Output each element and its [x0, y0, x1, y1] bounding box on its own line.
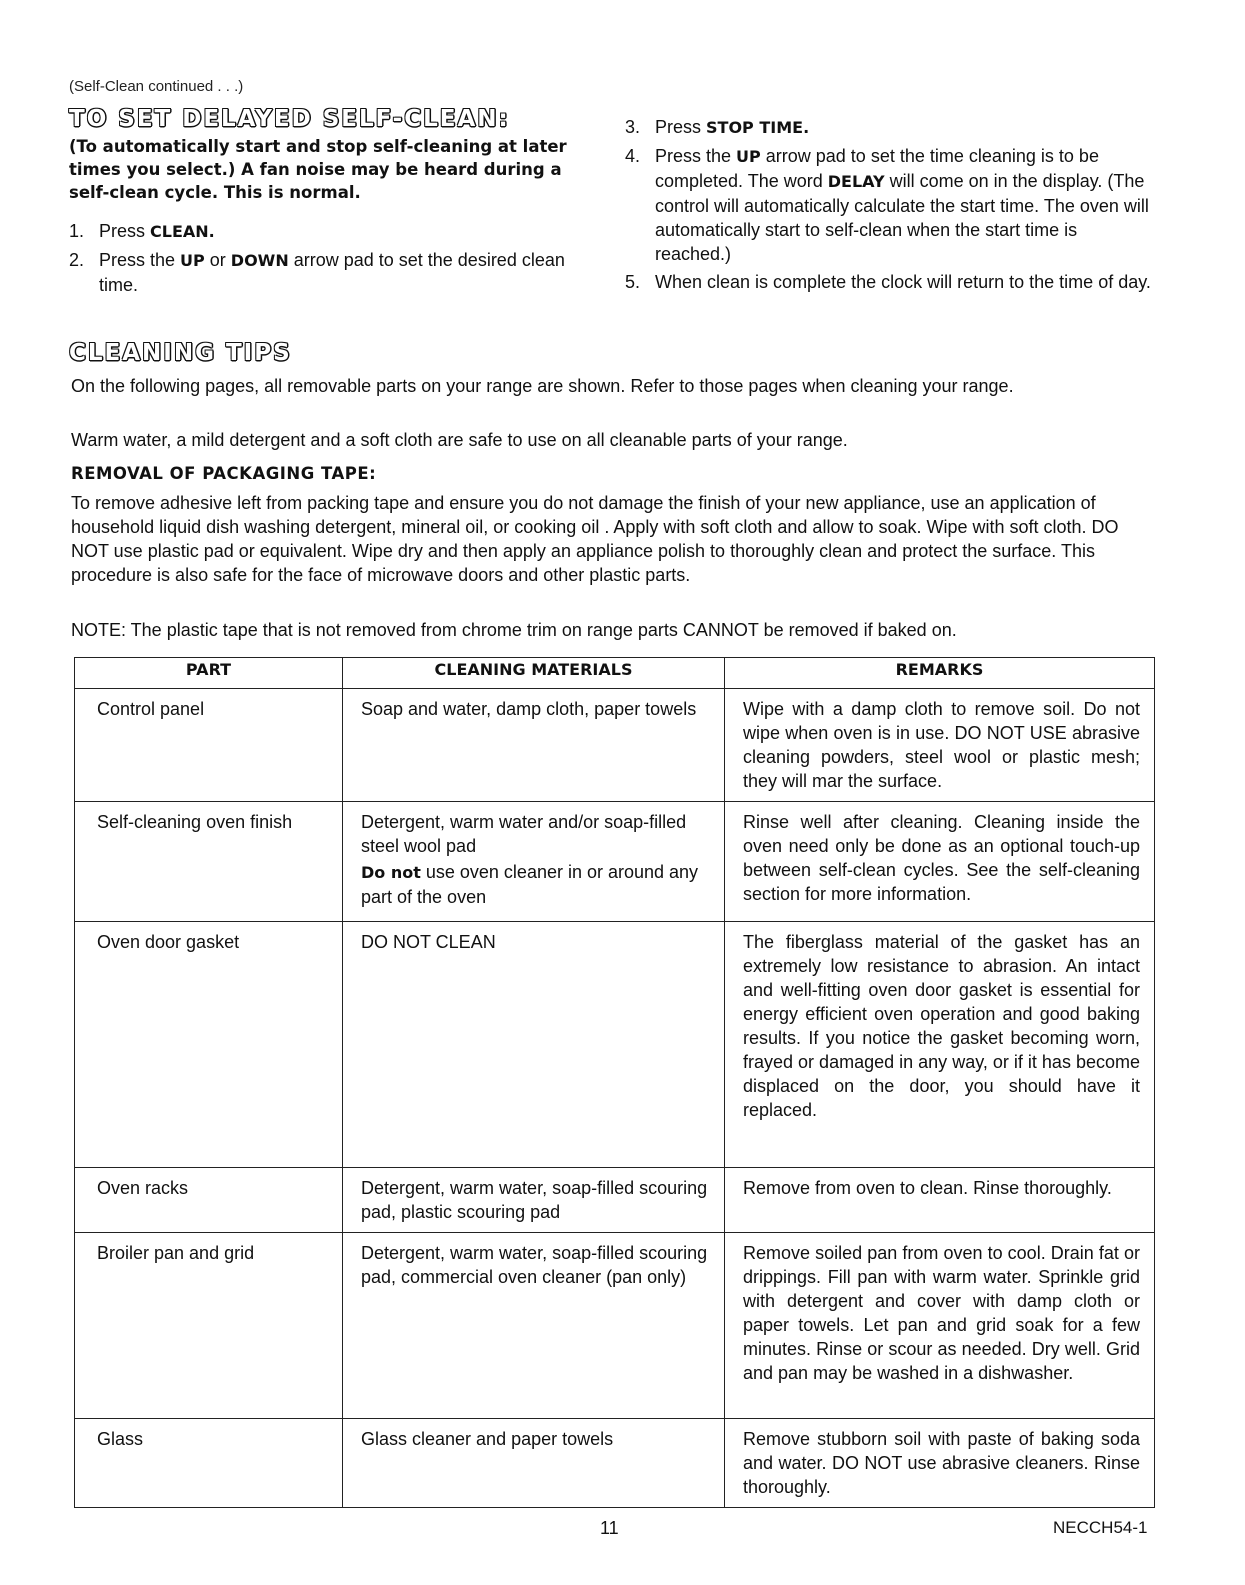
cell-remarks: Remove soiled pan from oven to cool. Drain fat or drippings. Fill pan with warm water. Sprinkle grid with detergent and cover with damp cloth or paper towels. Let pan and grid soak for a few minutes. Rinse or scour as needed. Dry well. Grid and pan may be washed in a dishwasher.	[725, 1233, 1155, 1419]
step-3	[625, 115, 1153, 140]
delayed-self-clean-title: TO SET DELAYED SELF-CLEAN:	[69, 106, 510, 132]
step-text: Press the	[99, 250, 181, 270]
step-text: Press the	[655, 146, 737, 166]
cell-part: Oven door gasket	[75, 922, 343, 1168]
table-row	[75, 1168, 1155, 1233]
cell-part: Glass	[75, 1419, 343, 1508]
cell-remarks: The fiberglass material of the gasket has an extremely low resistance to abrasion. An intact and well-fitting oven door gasket is essential for energy efficient oven operation and good baking results. If you notice the gasket becoming worn, frayed or damaged in any way, or if it has become displaced on the door, you should have it replaced.	[725, 922, 1155, 1168]
step-number: 2.	[69, 250, 85, 270]
page-number: 11	[600, 1518, 619, 1538]
step-1	[69, 219, 599, 244]
do-not-label: Do not	[361, 863, 421, 882]
cell-part: Self-cleaning oven finish	[75, 802, 343, 922]
step-text: Press	[655, 117, 707, 137]
cell-remarks: Remove from oven to clean. Rinse thoroughly.	[725, 1168, 1155, 1233]
cell-materials	[343, 802, 725, 922]
cell-part: Oven racks	[75, 1168, 343, 1233]
cell-materials: Detergent, warm water, soap-filled scouring pad, commercial oven cleaner (pan only)	[343, 1233, 725, 1419]
cleaning-table	[74, 657, 1155, 1508]
steps-left	[69, 219, 599, 301]
table-row	[75, 689, 1155, 802]
note-paragraph: NOTE: The plastic tape that is not removed from chrome trim on range parts CANNOT be removed if baked on.	[71, 620, 957, 640]
cell-materials: Glass cleaner and paper towels	[343, 1419, 725, 1508]
cell-remarks: Rinse well after cleaning. Cleaning inside the oven need only be done as an optional touch-up between self-clean cycles. See the self-cleaning section for more information.	[725, 802, 1155, 922]
cell-remarks: Wipe with a damp cloth to remove soil. Do not wipe when oven is in use. DO NOT USE abrasive cleaning powders, steel wool or plastic mesh; they will mar the surface.	[725, 689, 1155, 802]
step-text: When clean is complete the clock will return to the time of day.	[655, 272, 1151, 292]
tips-paragraph-1: On the following pages, all removable parts on your range are shown. Refer to those pages when cleaning your range.	[71, 376, 1014, 396]
column-header-remarks: REMARKS	[725, 658, 1155, 689]
keyword-up: UP	[180, 251, 205, 270]
materials-text: Detergent, warm water and/or soap-filled steel wool pad	[361, 812, 687, 856]
materials-warning	[361, 860, 710, 909]
cell-materials: Detergent, warm water, soap-filled scouring pad, plastic scouring pad	[343, 1168, 725, 1233]
removal-subheading: REMOVAL OF PACKAGING TAPE:	[71, 464, 377, 483]
table-row	[75, 1233, 1155, 1419]
step-5	[625, 270, 1153, 294]
continued-label: (Self-Clean continued . . .)	[69, 78, 244, 95]
cell-part: Broiler pan and grid	[75, 1233, 343, 1419]
step-4	[625, 144, 1153, 266]
delayed-intro: (To automatically start and stop self-cleaning at later times you select.) A fan noise may be heard during a self-clean cycle. This is normal.	[69, 137, 567, 202]
document-id: NECCH54-1	[1053, 1518, 1148, 1537]
step-number: 5.	[625, 272, 641, 292]
step-text: will come on in the display. (The control will automatically calculate the start time. The oven will automatically start to self-clean when the start time is reached.)	[655, 171, 1149, 264]
tips-paragraph-2: Warm water, a mild detergent and a soft cloth are safe to use on all cleanable parts of your range.	[71, 430, 848, 450]
cell-remarks: Remove stubborn soil with paste of baking soda and water. DO NOT use abrasive cleaners. Rinse thoroughly.	[725, 1419, 1155, 1508]
column-header-part: PART	[75, 658, 343, 689]
materials-warning-text: use oven cleaner in or around any part of the oven	[361, 862, 699, 907]
cell-materials: Soap and water, damp cloth, paper towels	[343, 689, 725, 802]
keyword-stop-time: STOP TIME.	[706, 118, 810, 137]
step-number: 1.	[69, 221, 85, 241]
removal-paragraph: To remove adhesive left from packing tape and ensure you do not damage the finish of your new appliance, use an application of household liquid dish washing detergent, mineral oil, or cooking oil . Apply with soft cloth and allow to soak. Wipe with soft cloth. DO NOT use plastic pad or equivalent. Wipe dry and then apply an appliance polish to thoroughly clean and protect the surface. This procedure is also safe for the face of microwave doors and other plastic parts.	[71, 493, 1119, 585]
keyword-down: DOWN	[230, 251, 289, 270]
step-text: arrow pad to set the desired clean time.	[99, 250, 565, 295]
step-text: arrow pad to set the time cleaning is to be completed. The word	[655, 146, 1099, 191]
column-header-materials: CLEANING MATERIALS	[343, 658, 725, 689]
step-text: Press	[99, 221, 151, 241]
table-header-row	[75, 658, 1155, 689]
step-text: or	[204, 250, 231, 270]
cell-part: Control panel	[75, 689, 343, 802]
step-2	[69, 248, 599, 297]
steps-right	[625, 115, 1153, 298]
step-number: 4.	[625, 146, 641, 166]
table-row	[75, 1419, 1155, 1508]
step-number: 3.	[625, 117, 641, 137]
table-row	[75, 922, 1155, 1168]
cell-materials: DO NOT CLEAN	[343, 922, 725, 1168]
cleaning-tips-title: CLEANING TIPS	[69, 340, 292, 366]
table-row	[75, 802, 1155, 922]
keyword-clean: CLEAN.	[150, 222, 215, 241]
keyword-delay: DELAY	[827, 172, 885, 191]
keyword-up: UP	[736, 147, 761, 166]
